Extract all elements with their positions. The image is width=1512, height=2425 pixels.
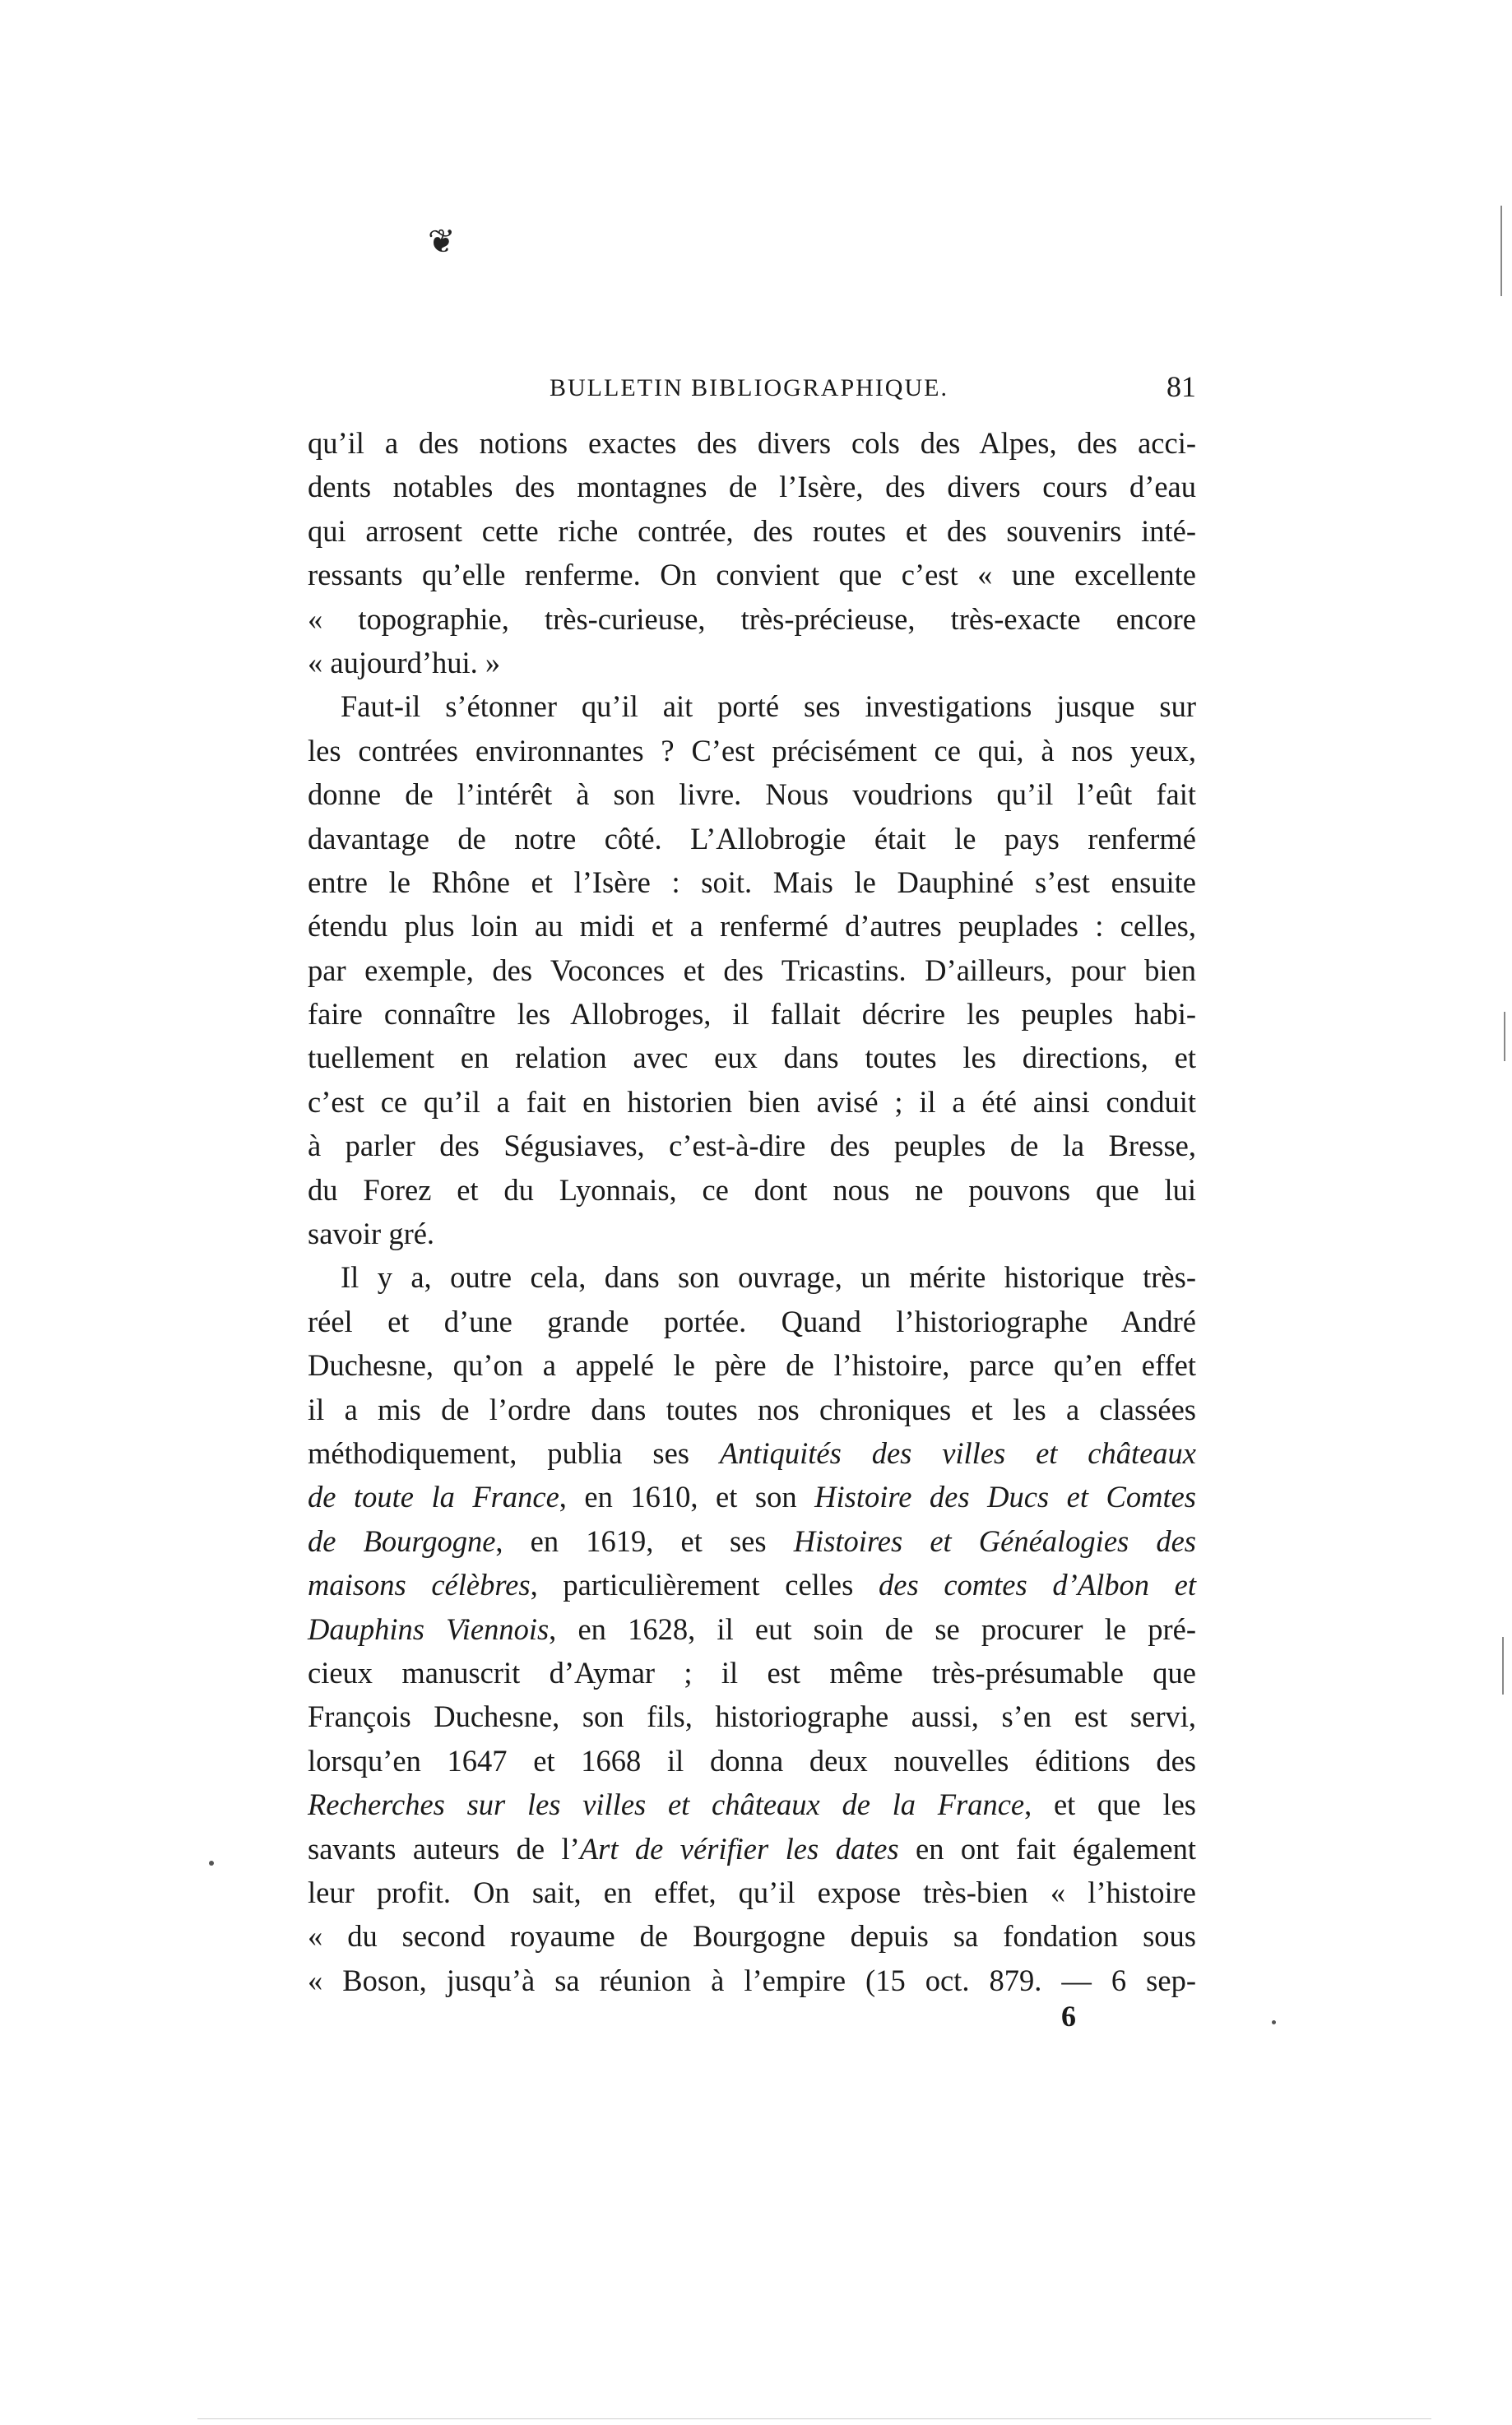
running-head	[308, 370, 1196, 415]
text-line: il a mis de l’ordre dans toutes nos chroniques et les a classées	[308, 1392, 1196, 1426]
text-line: entre le Rhône et l’Isère : soit. Mais le Dauphiné s’est ensuite	[308, 865, 1196, 899]
text-line	[308, 1783, 1196, 1826]
italic-title: Recherches sur les villes et châteaux de la France	[308, 1787, 1025, 1822]
text-line: donne de l’intérêt à son livre. Nous voudrions qu’il l’eût fait	[308, 777, 1196, 812]
text-run: , en 1619, et ses	[495, 1523, 794, 1558]
text-line: du Forez et du Lyonnais, ce dont nous ne pouvons que lui	[308, 1172, 1196, 1207]
text-line: qui arrosent cette riche contrée, des routes et des souvenirs inté-	[308, 513, 1196, 548]
text-line: qu’il a des notions exactes des divers cols des Alpes, des acci-	[308, 426, 1196, 460]
text-line: « Boson, jusqu’à sa réunion à l’empire (15 oct. 879. — 6 sep-	[308, 1963, 1196, 1997]
text-line: par exemple, des Voconces et des Tricastins. D’ailleurs, pour bien	[308, 953, 1196, 987]
text-run: , et que les	[1024, 1787, 1196, 1822]
page-number: 81	[1166, 370, 1196, 403]
scan-edge-line	[197, 2418, 1431, 2419]
ink-speck	[209, 1861, 214, 1866]
printer-mark: ❦	[428, 223, 456, 260]
text-line: c’est ce qu’il a fait en historien bien avisé ; il a été ainsi conduit	[308, 1084, 1196, 1119]
text-line	[308, 1607, 1196, 1651]
body-text	[308, 421, 1196, 2002]
text-line: les contrées environnantes ? C’est précisément ce qui, à nos yeux,	[308, 733, 1196, 767]
scan-edge-line	[1502, 1637, 1504, 1695]
text-line: François Duchesne, son fils, historiographe aussi, s’en est servi,	[308, 1699, 1196, 1734]
text-line: Faut-il s’étonner qu’il ait porté ses investigations jusque sur	[341, 689, 1196, 724]
italic-title: de Bourgogne	[308, 1523, 496, 1558]
text-line: davantage de notre côté. L’Allobrogie était le pays renfermé	[308, 821, 1196, 855]
text-line	[308, 1431, 1196, 1475]
text-line: réel et d’une grande portée. Quand l’historiographe André	[308, 1304, 1196, 1338]
text-line: lorsqu’en 1647 et 1668 il donna deux nouvelles éditions des	[308, 1743, 1196, 1778]
text-run: savants auteurs de l’	[308, 1831, 580, 1866]
text-line: dents notables des montagnes de l’Isère, des divers cours d’eau	[308, 470, 1196, 504]
text-run: , particulièrement celles	[530, 1568, 879, 1602]
text-line: « du second royaume de Bourgogne depuis sa fondation sous	[308, 1919, 1196, 1954]
italic-title: des comtes d’Albon et	[879, 1568, 1197, 1602]
text-run: méthodiquement, publia ses	[308, 1435, 720, 1470]
text-run: , en 1610, et son	[559, 1480, 815, 1514]
text-line	[308, 1563, 1196, 1607]
italic-title: de toute la France	[308, 1480, 559, 1514]
text-line: étendu plus loin au midi et a renfermé d’autres peuplades : celles,	[308, 909, 1196, 944]
italic-title: maisons célèbres	[308, 1568, 531, 1602]
italic-title: Histoires et Généalogies des	[793, 1523, 1197, 1558]
italic-title: Antiquités des villes et châteaux	[719, 1435, 1197, 1470]
text-line: Il y a, outre cela, dans son ouvrage, un mérite historique très-	[341, 1260, 1196, 1295]
italic-title: Histoire des Ducs et Comtes	[814, 1480, 1196, 1514]
text-line: à parler des Ségusiaves, c’est-à-dire des peuples de la Bresse,	[308, 1129, 1196, 1163]
signature-mark: 6	[1061, 2000, 1076, 2033]
text-line: tuellement en relation avec eux dans toutes les directions, et	[308, 1041, 1196, 1075]
text-line	[308, 1519, 1196, 1563]
text-line: « topographie, très-curieuse, très-précieuse, très-exacte encore	[308, 601, 1196, 636]
text-line: cieux manuscrit d’Aymar ; il est même très-présumable que	[308, 1655, 1196, 1690]
text-line: savoir gré.	[308, 1217, 435, 1251]
scan-edge-line	[1500, 206, 1502, 296]
text-line: ressants qu’elle renferme. On convient que c’est « une excellente	[308, 558, 1196, 592]
running-title: BULLETIN BIBLIOGRAPHIQUE.	[550, 374, 948, 401]
ink-speck	[1272, 2020, 1276, 2024]
text-run: en ont fait également	[898, 1831, 1196, 1866]
text-line	[308, 1475, 1196, 1519]
text-line: Duchesne, qu’on a appelé le père de l’histoire, parce qu’en effet	[308, 1348, 1196, 1383]
text-line: leur profit. On sait, en effet, qu’il expose très-bien « l’histoire	[308, 1875, 1196, 1909]
text-run: , en 1628, il eut soin de se procurer le pré-	[549, 1611, 1196, 1646]
text-line: « aujourd’hui. »	[308, 645, 501, 679]
scan-edge-line	[1504, 1012, 1505, 1061]
italic-title: Art de vérifier les dates	[579, 1831, 899, 1866]
text-line: faire connaître les Allobroges, il fallait décrire les peuples habi-	[308, 997, 1196, 1032]
text-line	[308, 1827, 1196, 1871]
italic-title: Dauphins Viennois	[308, 1611, 550, 1646]
